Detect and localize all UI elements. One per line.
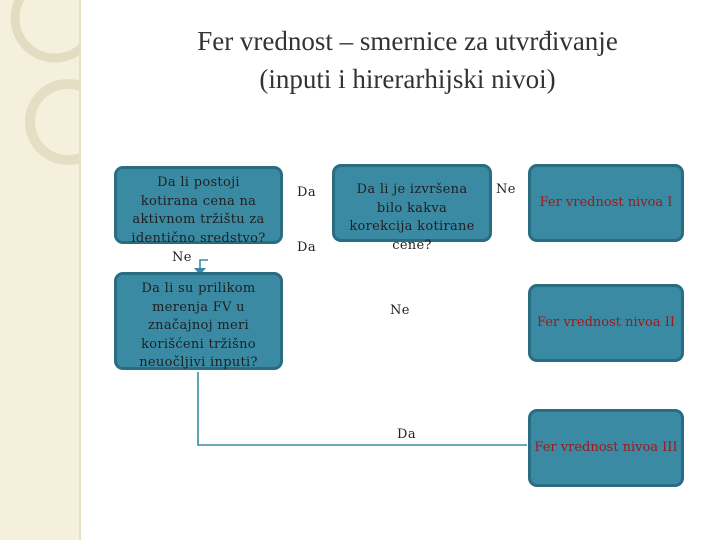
question-unobservable-inputs-text: Da li su prilikom merenja FV u značajnoj meri korišćeni tržišno neuočljivi inputi? <box>139 281 258 370</box>
title-line-2: (inputi i hirerarhijski nivoi) <box>259 64 556 94</box>
title-line-1: Fer vrednost – smernice za utvrđivanje <box>197 26 618 56</box>
question-adjustment-text: Da li je izvršena bilo kakva korekcija kotirane cene? <box>349 182 475 253</box>
result-box-level-2 <box>528 284 684 362</box>
label-q3-yes: Da <box>397 427 416 442</box>
question-box-quoted-price <box>114 166 283 244</box>
result-box-level-1 <box>528 164 684 242</box>
label-q2-no: Ne <box>496 182 516 197</box>
label-q3-no: Ne <box>390 303 410 318</box>
result-level-1-text: Fer vrednost nivoa I <box>539 194 673 210</box>
label-q2-yes: Da <box>297 240 316 255</box>
connector-q3-to-level3 <box>198 372 527 445</box>
result-box-level-3 <box>528 409 684 487</box>
label-q1-no: Ne <box>172 250 192 265</box>
question-box-adjustment <box>332 164 492 253</box>
question-box-unobservable-inputs <box>114 272 283 370</box>
question-quoted-price-text: Da li postoji kotirana cena na aktivnom tržištu za identično sredstvo? <box>131 175 266 246</box>
connector-q1-to-q3 <box>200 260 208 269</box>
result-level-2-text: Fer vrednost nivoa II <box>536 314 675 330</box>
label-q1-yes: Da <box>297 185 316 200</box>
result-level-3-text: Fer vrednost nivoa III <box>534 439 678 455</box>
